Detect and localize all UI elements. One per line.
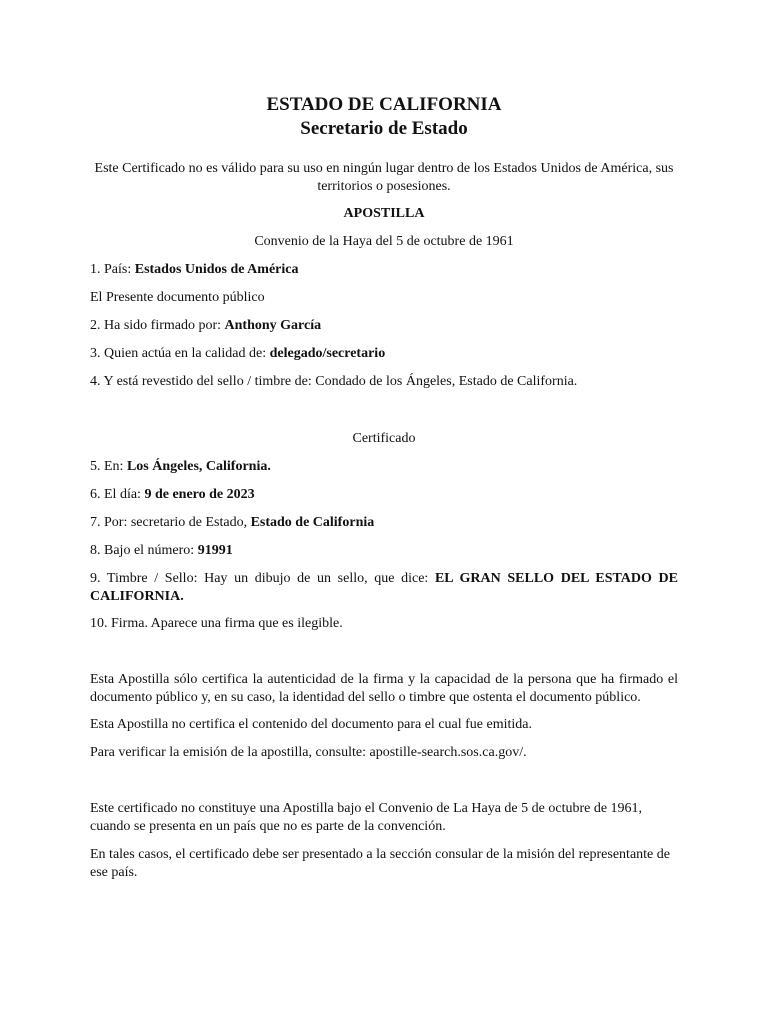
item-issued-by-label: 7. Por: secretario de Estado, <box>90 515 251 530</box>
item-country <box>90 261 678 279</box>
item-seal: 4. Y está revestido del sello / timbre de: Condado de los Ángeles, Estado de California. <box>90 374 578 389</box>
item-place-label: 5. En: <box>90 459 127 474</box>
verification-note: Para verificar la emisión de la apostilla, consulte: apostille-search.sos.ca.gov/. <box>90 745 527 760</box>
item-signed-by <box>90 317 678 335</box>
item-country-value: Estados Unidos de América <box>134 262 299 277</box>
item-capacity-value: delegado/secretario <box>269 346 386 361</box>
content-disclaimer: Esta Apostilla no certifica el contenido del documento para el cual fue emitida. <box>90 717 533 732</box>
item-capacity <box>90 345 678 363</box>
validity-notice: Este Certificado no es válido para su uso en ningún lugar dentro de los Estados Unidos de América, sus territorios o posesiones. <box>94 161 674 194</box>
non-convention-note: Este certificado no constituye una Apostilla bajo el Convenio de La Haya de 5 de octubre de 1961, cuando se presenta en un país que no es parte de la convención. <box>90 801 643 834</box>
item-issued-by <box>90 514 678 532</box>
item-number-value: 91991 <box>197 543 233 558</box>
item-number <box>90 542 678 560</box>
item-signature: 10. Firma. Aparece una firma que es ilegible. <box>90 616 343 631</box>
item-public-document: El Presente documento público <box>90 290 265 305</box>
document-title: ESTADO DE CALIFORNIA <box>266 94 502 115</box>
item-place <box>90 458 678 476</box>
item-date-label: 6. El día: <box>90 487 145 502</box>
item-issued-by-value: Estado de California <box>250 515 375 530</box>
item-date-value: 9 de enero de 2023 <box>144 487 255 502</box>
consular-note: En tales casos, el certificado debe ser presentado a la sección consular de la misión del representante de ese país. <box>90 847 670 880</box>
item-number-label: 8. Bajo el número: <box>90 543 198 558</box>
certification-scope: Esta Apostilla sólo certifica la autenticidad de la firma y la capacidad de la persona que ha firmado el documento público y, en su caso, la identidad del sello o timbre que ostenta el documento público. <box>90 672 678 705</box>
item-capacity-label: 3. Quien actúa en la calidad de: <box>90 346 270 361</box>
document-subtitle: Secretario de Estado <box>300 118 468 139</box>
item-signed-by-label: 2. Ha sido firmado por: <box>90 318 225 333</box>
item-stamp-value: EL GRAN SELLO DEL ESTADO DE CALIFORNIA. <box>90 571 679 604</box>
item-country-label: 1. País: <box>90 262 135 277</box>
apostille-heading: APOSTILLA <box>343 206 425 221</box>
item-stamp-label: 9. Timbre / Sello: Hay un dibujo de un sello, que dice: <box>90 571 435 586</box>
item-place-value: Los Ángeles, California. <box>126 459 271 474</box>
convention-line: Convenio de la Haya del 5 de octubre de 1961 <box>254 234 514 249</box>
item-signed-by-value: Anthony García <box>224 318 322 333</box>
certified-heading: Certificado <box>352 431 416 446</box>
item-date <box>90 486 678 504</box>
item-stamp <box>90 570 678 606</box>
